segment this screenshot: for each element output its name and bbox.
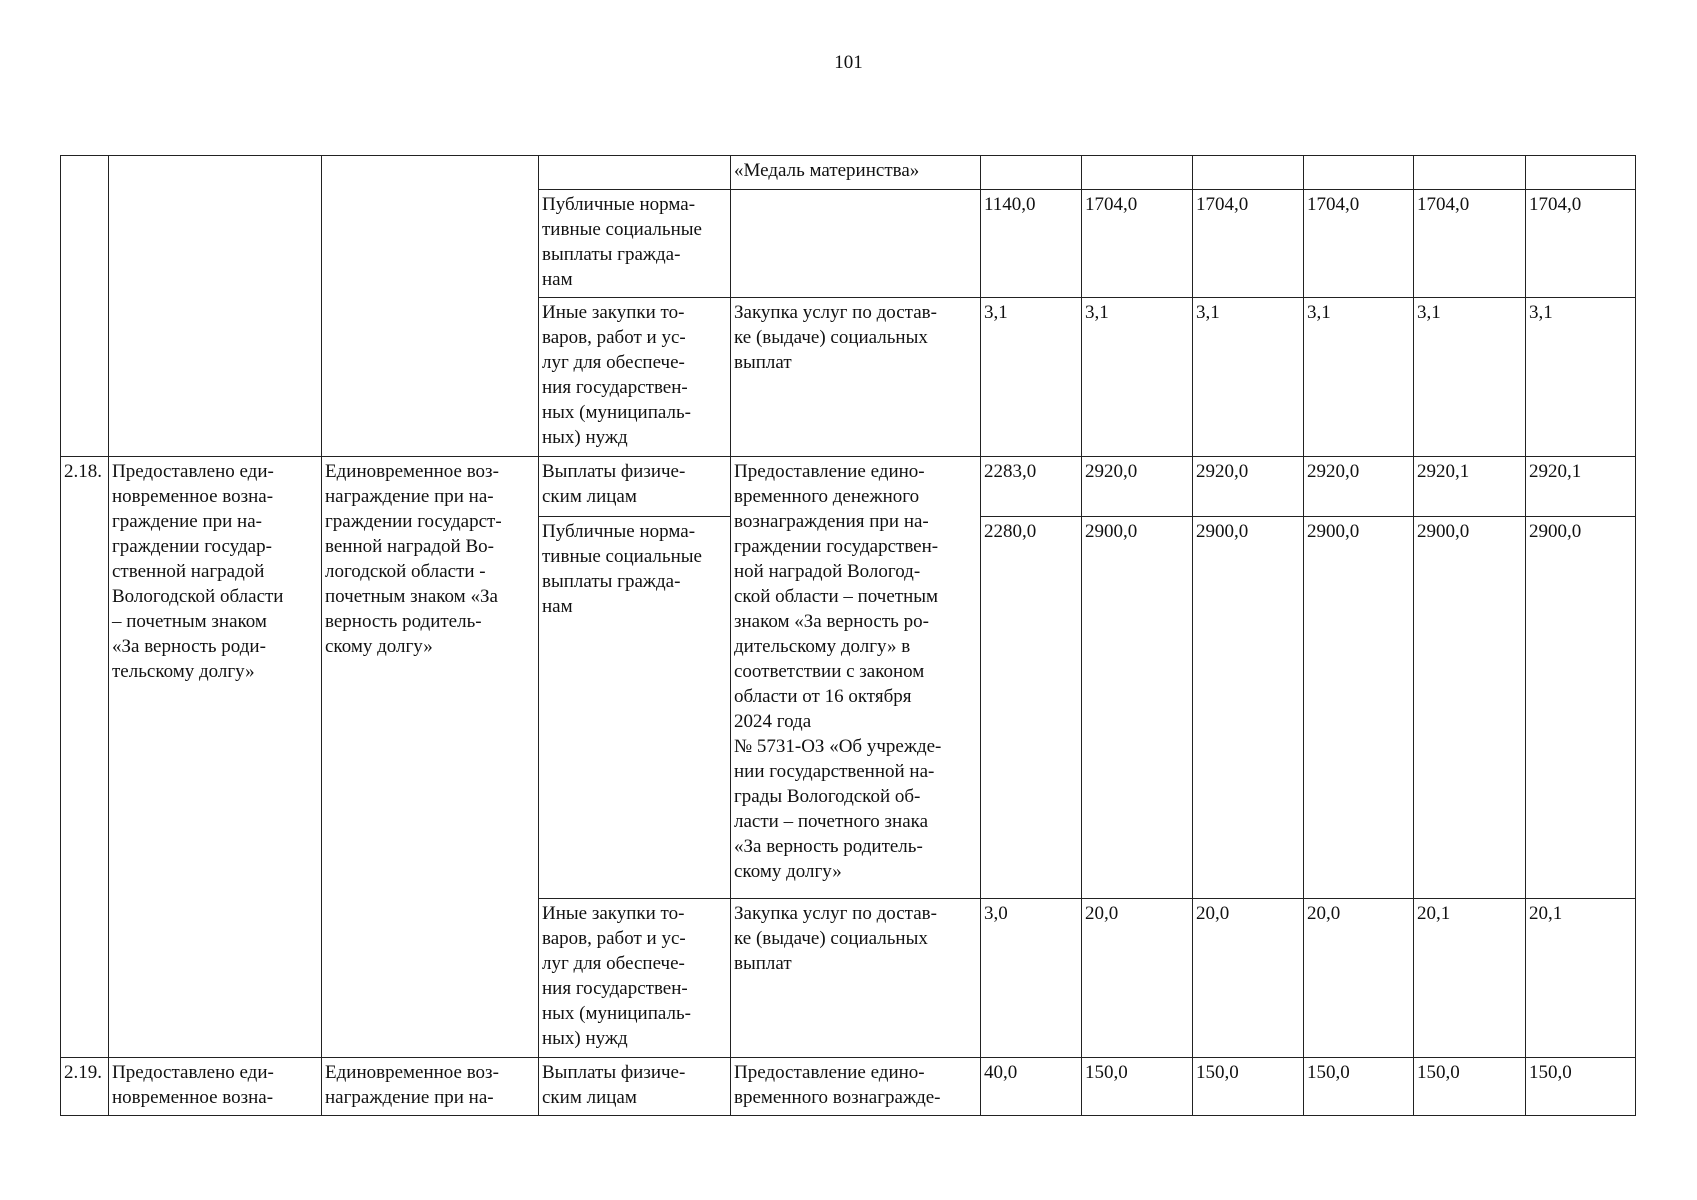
measure-cell	[322, 156, 539, 457]
expense-description-cell: Предоставление едино- временного вознагражде-	[731, 1058, 981, 1116]
value-cell: 2280,0	[981, 517, 1082, 899]
expense-type-cell	[539, 156, 731, 190]
value-cell: 2283,0	[981, 457, 1082, 517]
value-cell: 2900,0	[1193, 517, 1304, 899]
value-cell: 20,1	[1526, 899, 1636, 1058]
row-number-cell: 2.19.	[61, 1058, 109, 1116]
value-cell: 3,1	[981, 298, 1082, 457]
measure-cell: Единовременное воз- награждение при на-	[322, 1058, 539, 1116]
value-cell: 3,1	[1193, 298, 1304, 457]
expense-type-cell: Иные закупки то- варов, работ и ус- луг для обеспече- ния государствен- ных (муниципаль- ных) нужд	[539, 298, 731, 457]
expense-description-cell: Закупка услуг по достав- ке (выдаче) социальных выплат	[731, 899, 981, 1058]
result-cell: Предоставлено еди- новременное возна- граждение при на- граждении государ- ственной наградой Вологодской области – почетным знаком «За верность роди- тельскому долгу»	[109, 457, 322, 1058]
budget-table	[60, 155, 1636, 1116]
value-cell: 20,0	[1193, 899, 1304, 1058]
result-cell	[109, 156, 322, 457]
value-cell: 3,1	[1304, 298, 1414, 457]
value-cell: 3,1	[1082, 298, 1193, 457]
value-cell	[1082, 156, 1193, 190]
value-cell: 1704,0	[1082, 190, 1193, 298]
value-cell: 2920,0	[1193, 457, 1304, 517]
value-cell: 1704,0	[1193, 190, 1304, 298]
value-cell: 2920,1	[1414, 457, 1526, 517]
expense-description-cell: Предоставление едино- временного денежного вознаграждения при на- граждении государствен- ной наградой Вологод- ской области – почетным знаком «За верность ро- дительскому долгу» в соответствии с законом области от 16 октября 2024 года № 5731-ОЗ «Об учрежде- нии государственной на- грады Вологодской об- ласти – почетного знака «За верность родитель- скому долгу»	[731, 457, 981, 899]
value-cell: 150,0	[1414, 1058, 1526, 1116]
value-cell: 2900,0	[1082, 517, 1193, 899]
value-cell: 3,1	[1414, 298, 1526, 457]
expense-type-cell: Публичные норма- тивные социальные выплаты гражда- нам	[539, 517, 731, 899]
value-cell	[1526, 156, 1636, 190]
value-cell: 2900,0	[1414, 517, 1526, 899]
value-cell: 2920,0	[1304, 457, 1414, 517]
expense-type-cell: Выплаты физиче- ским лицам	[539, 1058, 731, 1116]
value-cell: 20,0	[1304, 899, 1414, 1058]
result-cell: Предоставлено еди- новременное возна-	[109, 1058, 322, 1116]
expense-type-cell: Иные закупки то- варов, работ и ус- луг для обеспече- ния государствен- ных (муниципаль- ных) нужд	[539, 899, 731, 1058]
expense-type-cell: Публичные норма- тивные социальные выплаты гражда- нам	[539, 190, 731, 298]
value-cell	[1304, 156, 1414, 190]
value-cell: 1704,0	[1414, 190, 1526, 298]
row-number-cell	[61, 156, 109, 457]
value-cell: 2920,1	[1526, 457, 1636, 517]
value-cell: 3,1	[1526, 298, 1636, 457]
value-cell	[981, 156, 1082, 190]
value-cell: 1704,0	[1526, 190, 1636, 298]
measure-cell: Единовременное воз- награждение при на- граждении государст- венной наградой Во- логодской области - почетным знаком «За верность родитель- скому долгу»	[322, 457, 539, 1058]
row-number-cell: 2.18.	[61, 457, 109, 1058]
value-cell: 2900,0	[1526, 517, 1636, 899]
value-cell	[1193, 156, 1304, 190]
value-cell: 20,1	[1414, 899, 1526, 1058]
table-row	[61, 1058, 1636, 1116]
value-cell: 20,0	[1082, 899, 1193, 1058]
value-cell: 150,0	[1526, 1058, 1636, 1116]
table-row	[61, 457, 1636, 517]
table-row	[61, 156, 1636, 190]
value-cell: 3,0	[981, 899, 1082, 1058]
expense-description-cell	[731, 190, 981, 298]
value-cell: 150,0	[1193, 1058, 1304, 1116]
expense-description-cell: Закупка услуг по достав- ке (выдаче) социальных выплат	[731, 298, 981, 457]
value-cell: 1704,0	[1304, 190, 1414, 298]
expense-description-cell: «Медаль материнства»	[731, 156, 981, 190]
value-cell: 1140,0	[981, 190, 1082, 298]
value-cell: 2920,0	[1082, 457, 1193, 517]
value-cell	[1414, 156, 1526, 190]
value-cell: 150,0	[1304, 1058, 1414, 1116]
value-cell: 2900,0	[1304, 517, 1414, 899]
expense-type-cell: Выплаты физиче- ским лицам	[539, 457, 731, 517]
value-cell: 40,0	[981, 1058, 1082, 1116]
page-number: 101	[834, 52, 863, 73]
value-cell: 150,0	[1082, 1058, 1193, 1116]
